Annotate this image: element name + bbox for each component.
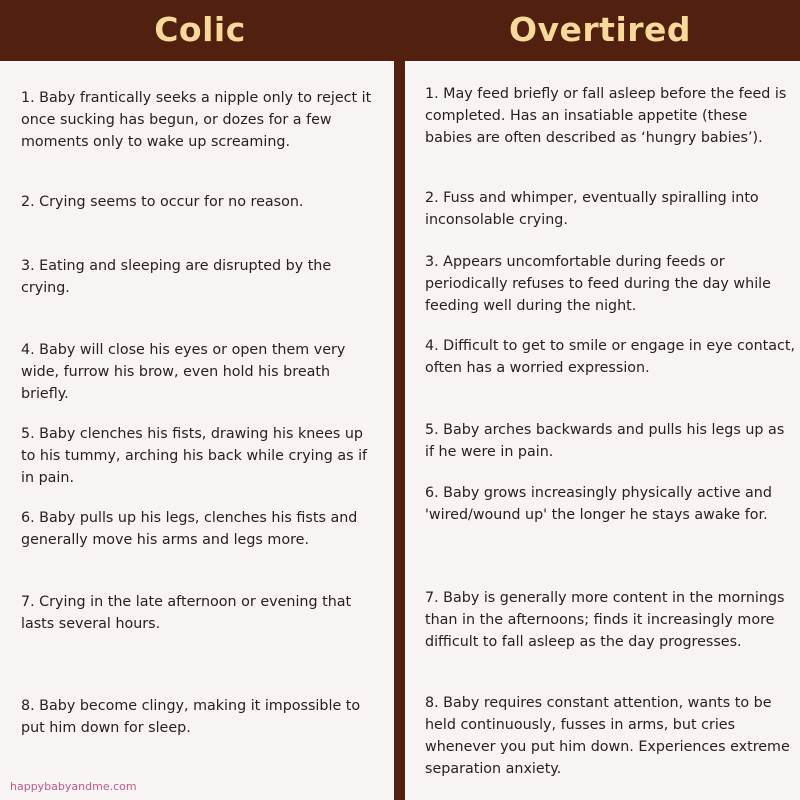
colic-item-5: 5. Baby clenches his fists, drawing his knees up to his tummy, arching his back while crying as if in pain. <box>21 426 368 486</box>
colic-item-7: 7. Crying in the late afternoon or evening that lasts several hours. <box>21 594 352 632</box>
colic-item-3: 3. Eating and sleeping are disrupted by the crying. <box>21 258 332 296</box>
colic-item-1: 1. Baby frantically seeks a nipple only to reject it once sucking has begun, or dozes for a few moments only to wake up screaming. <box>21 90 372 150</box>
overtired-item-4: 4. Difficult to get to smile or engage in eye contact, often has a worried expression. <box>425 338 796 376</box>
column-divider <box>394 61 405 800</box>
overtired-column-title: Overtired <box>508 10 692 49</box>
overtired-item-5: 5. Baby arches backwards and pulls his legs up as if he were in pain. <box>425 422 785 460</box>
overtired-item-2: 2. Fuss and whimper, eventually spiralling into inconsolable crying. <box>425 190 759 228</box>
overtired-item-7: 7. Baby is generally more content in the mornings than in the afternoons; finds it increasingly more difficult to fall asleep as the day progresses. <box>425 590 785 650</box>
colic-item-8: 8. Baby become clingy, making it impossible to put him down for sleep. <box>21 698 361 736</box>
overtired-column <box>405 61 800 800</box>
overtired-item-3: 3. Appears uncomfortable during feeds or periodically refuses to feed during the day while feeding well during the night. <box>425 254 771 314</box>
colic-item-2: 2. Crying seems to occur for no reason. <box>21 194 304 210</box>
overtired-item-8: 8. Baby requires constant attention, wants to be held continuously, fusses in arms, but cries whenever you put him down. Experiences extreme separation anxiety. <box>425 695 790 777</box>
colic-column-title: Colic <box>154 10 246 49</box>
colic-item-4: 4. Baby will close his eyes or open them very wide, furrow his brow, even hold his breath briefly. <box>21 342 346 402</box>
overtired-item-1: 1. May feed briefly or fall asleep before the feed is completed. Has an insatiable appetite (these babies are often described as ‘hungry babies’). <box>425 86 787 146</box>
header-bar <box>0 0 800 61</box>
overtired-item-6: 6. Baby grows increasingly physically active and 'wired/wound up' the longer he stays awake for. <box>425 485 772 523</box>
colic-column <box>0 61 394 800</box>
site-credit: happybabyandme.com <box>10 780 137 793</box>
colic-item-6: 6. Baby pulls up his legs, clenches his fists and generally move his arms and legs more. <box>21 510 358 548</box>
